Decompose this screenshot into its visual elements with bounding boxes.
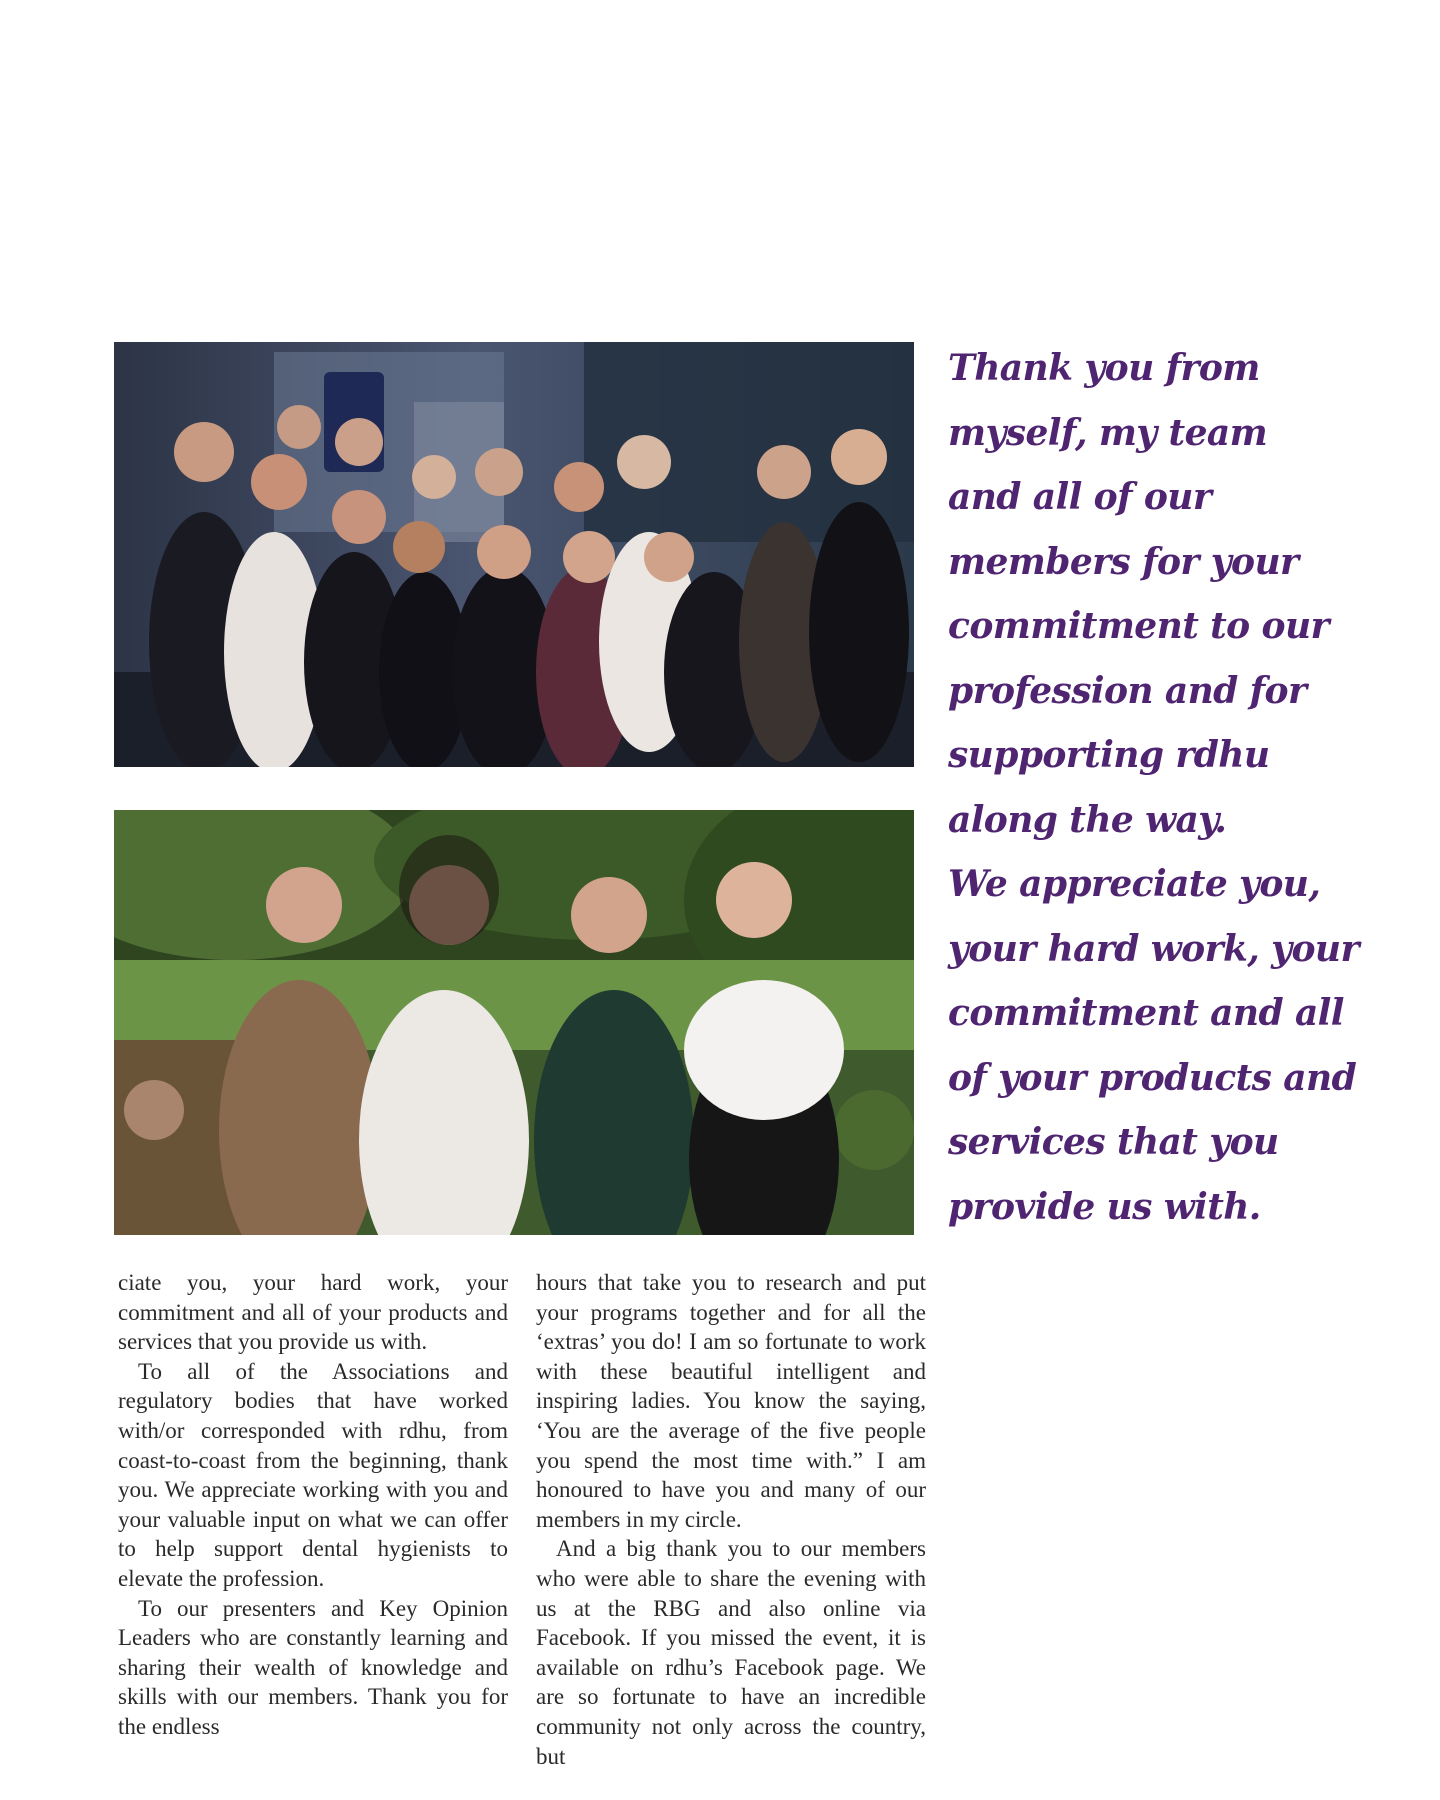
quote-line: commitment and all <box>948 992 1344 1034</box>
quote-line: We appreciate you, <box>948 863 1321 905</box>
quote-line: Thank you from <box>948 347 1260 389</box>
quote-line: myself, my team <box>948 411 1268 454</box>
body-paragraph: ciate you, your hard work, your commitment and all of your products and services that you provide us with. <box>118 1270 508 1355</box>
quote-line: supporting rdhu <box>948 734 1270 776</box>
body-paragraph: And a big thank you to our members who were able to share the evening with us at the RBG and also online via Facebook. If you missed the event, it is available on rdhu’s Facebook page. We are so fortunate to have an incredible community not only across the country, but <box>536 1536 926 1769</box>
body-paragraph: To our presenters and Key Opinion Leaders who are constantly learning and sharing their wealth of knowledge and skills with our members. Thank you for the endless <box>118 1595 508 1739</box>
group-photo-event <box>114 342 914 767</box>
quote-line: commitment to our <box>948 605 1329 647</box>
group-photo-icon <box>114 810 914 1235</box>
group-photo-icon <box>114 342 914 767</box>
quote-line: profession and for <box>948 669 1307 712</box>
group-photo-outdoor <box>114 810 914 1235</box>
quote-line: services that you <box>948 1121 1279 1163</box>
body-column-right <box>536 1268 926 1771</box>
body-column-left <box>118 1268 508 1742</box>
pull-quote <box>948 336 1388 1239</box>
quote-line: members for your <box>948 540 1299 583</box>
quote-line: along the way. <box>948 798 1227 841</box>
body-paragraph: To all of the Associations and regulatory bodies that have worked with/or corresponded with rdhu, from coast-to-coast from the beginning, thank you. We appreciate working with you and your valuable input on what we can offer to help support dental hygienists to elevate the profession. <box>118 1358 508 1591</box>
quote-line: and all of our <box>948 476 1212 518</box>
quote-line: of your products and <box>948 1056 1357 1099</box>
quote-line: your hard work, your <box>948 927 1359 970</box>
body-paragraph: hours that take you to research and put your programs together and for all the ‘extras’ you do! I am so fortunate to work with these beautiful intelligent and inspiring ladies. You know the saying, ‘You are the average of the five people you spend the most time with.” I am honoured to have you and many of our members in my circle. <box>536 1270 926 1532</box>
quote-line: provide us with. <box>948 1185 1261 1228</box>
